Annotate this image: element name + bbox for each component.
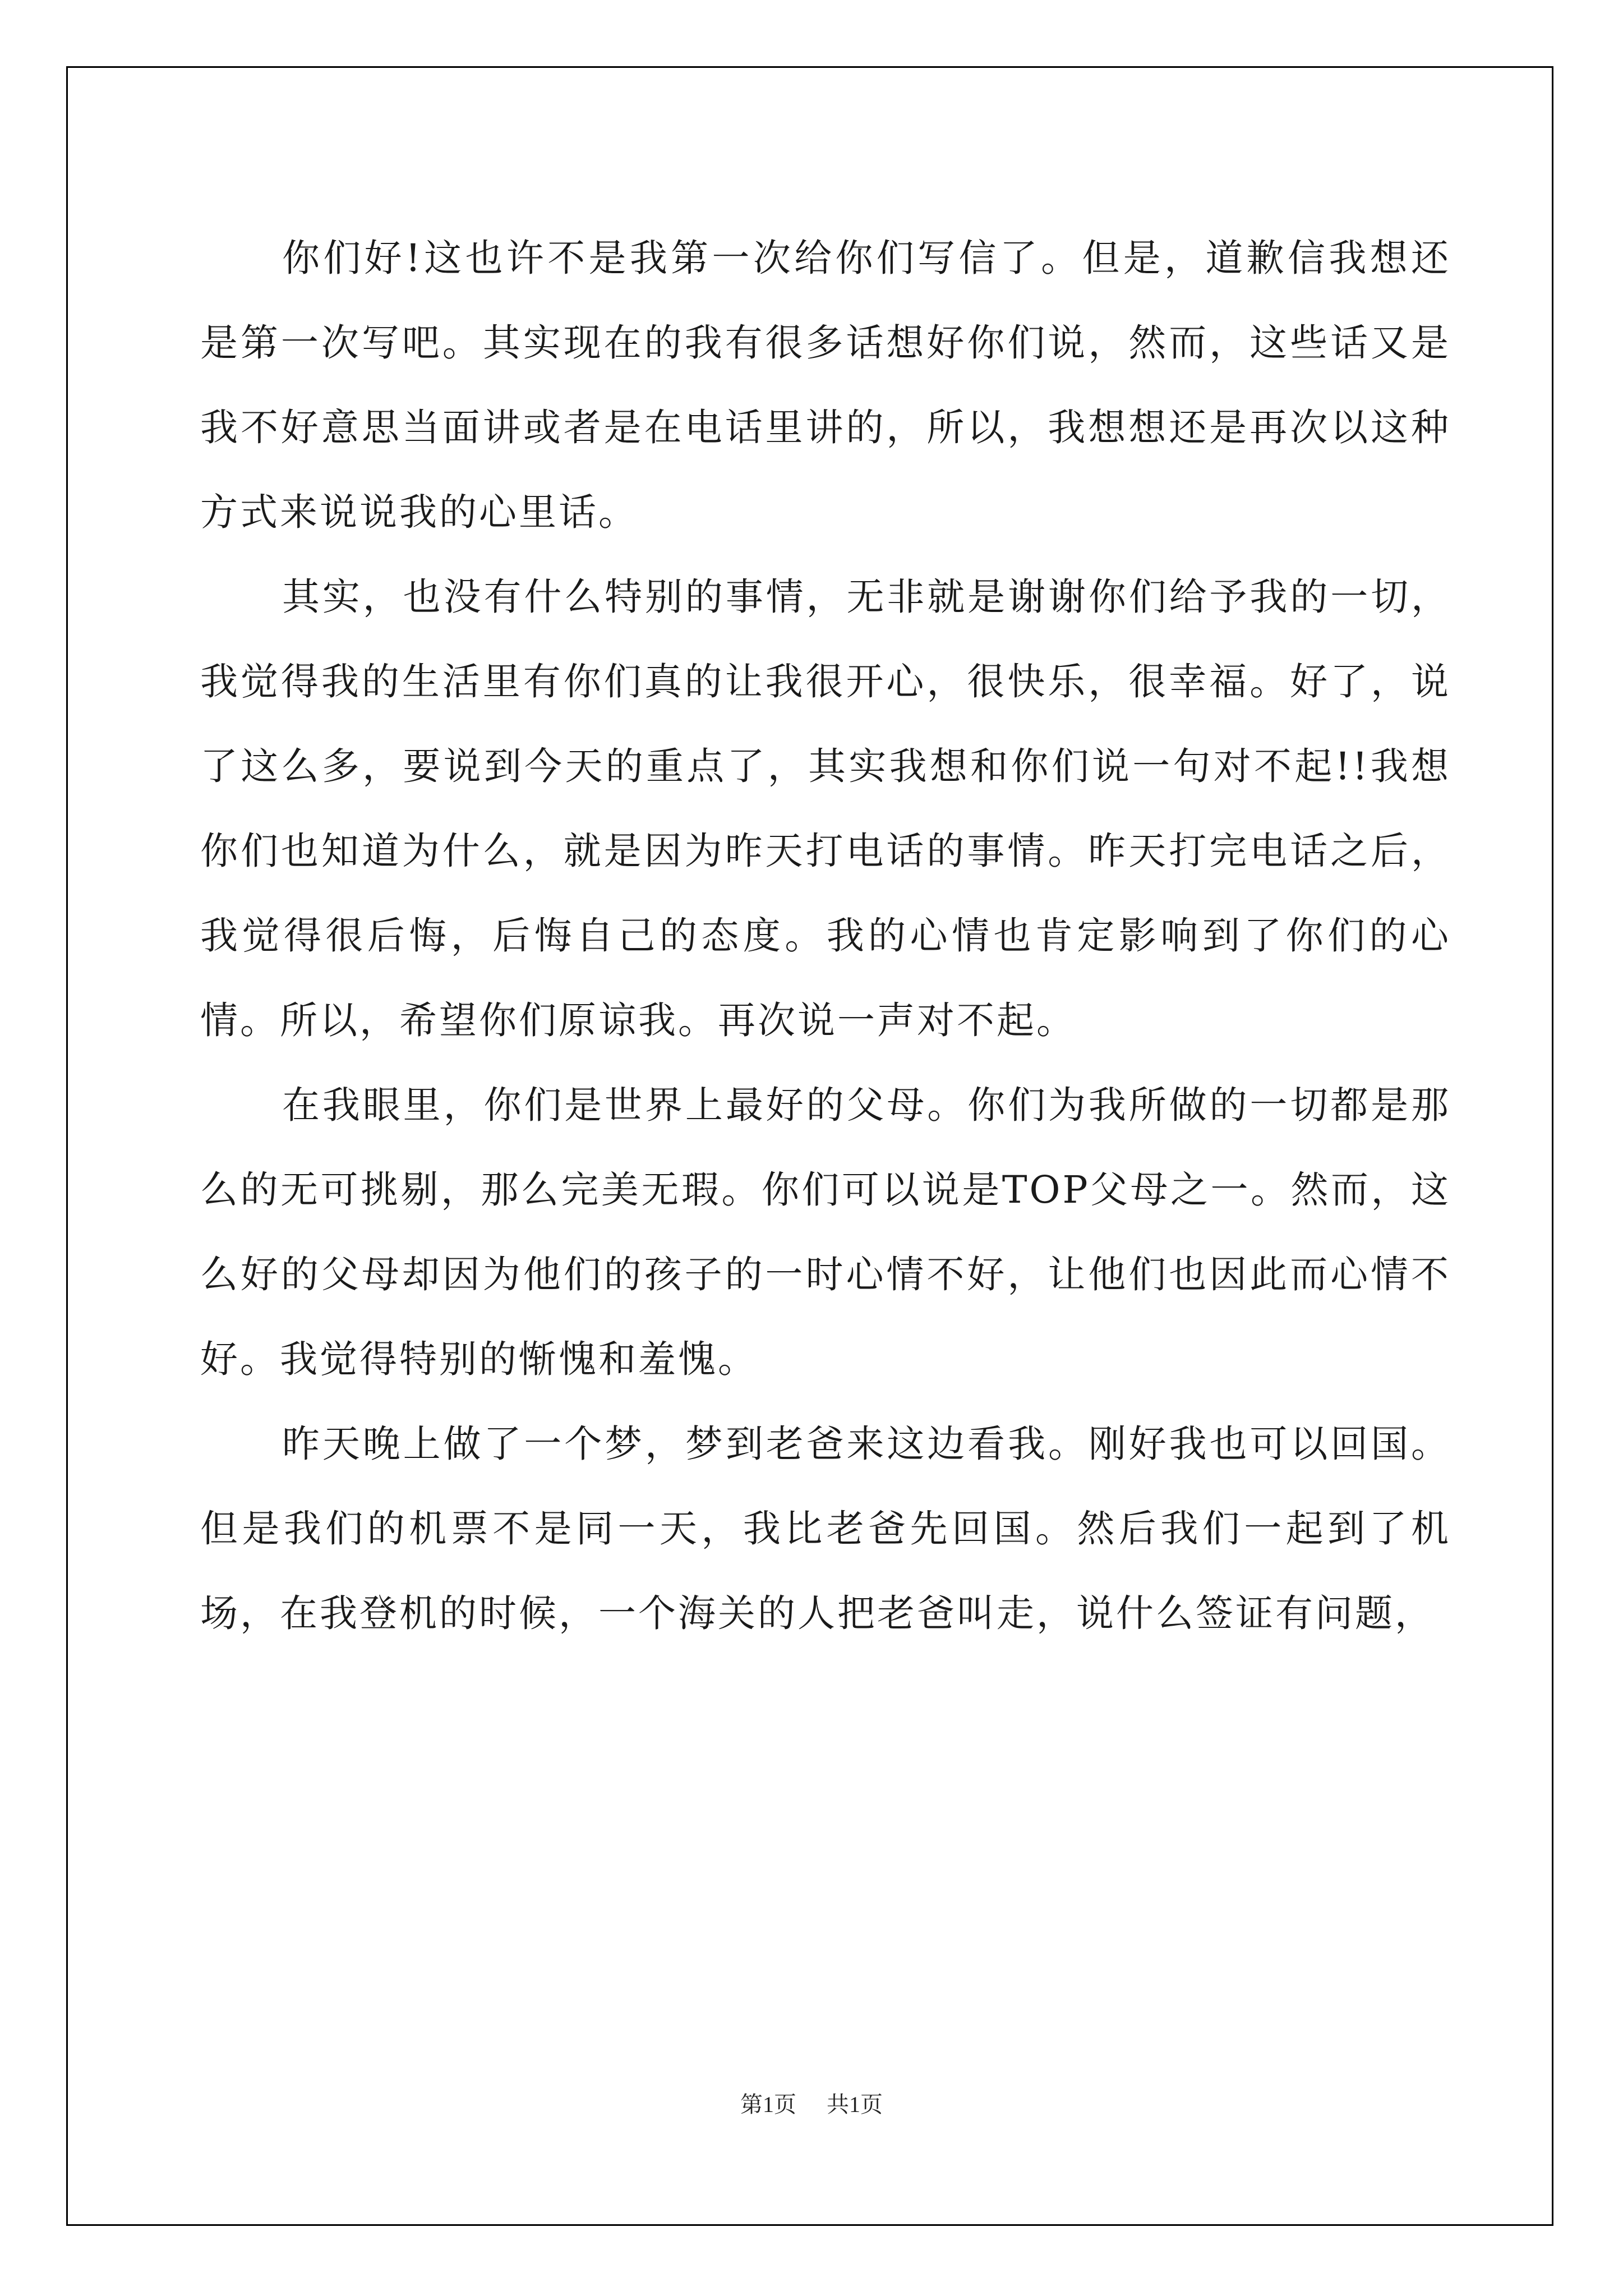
page-total: 共1页	[827, 2092, 883, 2117]
paragraph-3: 在我眼里，你们是世界上最好的父母。你们为我所做的一切都是那么的无可挑剔，那么完美无瑕。你们可以说是TOP父母之一。然而，这么好的父母却因为他们的孩子的一时心情不好，让他们也因此而心情不好。我觉得特别的惭愧和羞愧。	[200, 1083, 1451, 1381]
paragraph-4: 昨天晚上做了一个梦，梦到老爸来这边看我。刚好我也可以回国。但是我们的机票不是同一天，我比老爸先回国。然后我们一起到了机场，在我登机的时候，一个海关的人把老爸叫走，说什么签证有问题，	[200, 1422, 1451, 1635]
paragraph-2: 其实，也没有什么特别的事情，无非就是谢谢你们给予我的一切，我觉得我的生活里有你们真的让我很开心，很快乐，很幸福。好了，说了这么多，要说到今天的重点了，其实我想和你们说一句对不起!!我想你们也知道为什么，就是因为昨天打电话的事情。昨天打完电话之后，我觉得很后悔，后悔自己的态度。我的心情也肯定影响到了你们的心情。所以，希望你们原谅我。再次说一声对不起。	[200, 575, 1451, 1042]
letter-body	[200, 216, 1451, 1656]
page-footer	[0, 2087, 1623, 2119]
page-number: 第1页	[740, 2092, 796, 2117]
paragraph-1: 你们好!这也许不是我第一次给你们写信了。但是，道歉信我想还是第一次写吧。其实现在的我有很多话想好你们说，然而，这些话又是我不好意思当面讲或者是在电话里讲的，所以，我想想还是再次以这种方式来说说我的心里话。	[200, 236, 1451, 534]
